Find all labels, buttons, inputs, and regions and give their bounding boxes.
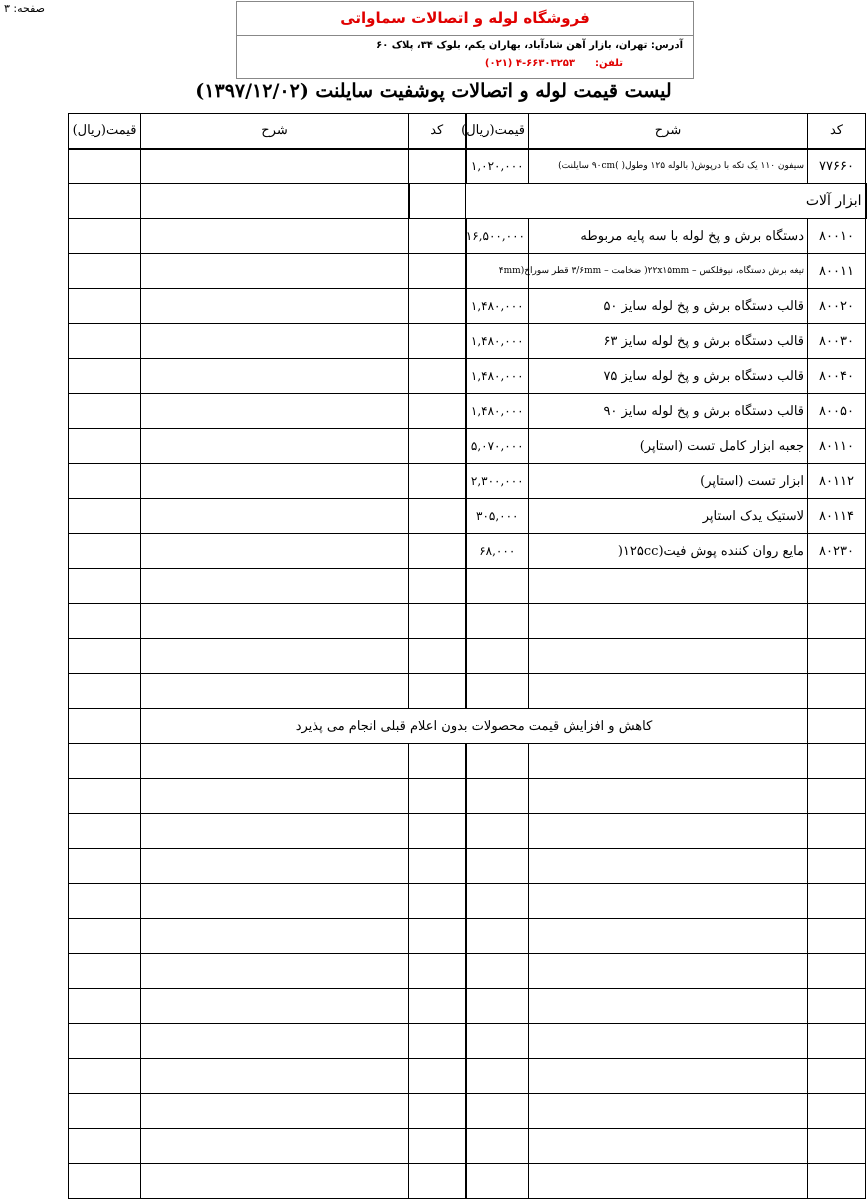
table-cell: [409, 849, 466, 884]
table-cell: [69, 1094, 141, 1129]
table-cell: [69, 1024, 141, 1059]
item-code: ۷۷۶۶۰: [808, 149, 866, 184]
table-cell: [409, 219, 466, 254]
store-phone: [237, 58, 693, 69]
table-row: [69, 814, 866, 849]
item-price: [466, 884, 529, 919]
item-code: ۸۰۱۱۴: [808, 499, 866, 534]
table-cell: [69, 219, 141, 254]
table-cell: [409, 779, 466, 814]
table-cell: [69, 639, 141, 674]
table-cell: [141, 499, 409, 534]
item-description: تیغه برش دستگاه، نیوفلکس – ۲۲x۱۵mm( ضخامت – ۳/۶mm قطر سوراخ(۴mm: [529, 254, 808, 289]
table-cell: [69, 149, 141, 184]
table-row: [69, 569, 866, 604]
table-cell: [141, 324, 409, 359]
item-description: مایع روان کننده پوش فیت(۱۲۵cc(: [529, 534, 808, 569]
item-price: [466, 569, 529, 604]
item-description: [529, 1129, 808, 1164]
table-row: [69, 1024, 866, 1059]
table-cell: [69, 674, 141, 709]
item-price: [466, 919, 529, 954]
item-code: [808, 779, 866, 814]
table-cell: [141, 1024, 409, 1059]
table-cell: [141, 569, 409, 604]
table-cell: [141, 849, 409, 884]
item-code: [808, 1094, 866, 1129]
item-price: ۲,۳۰۰,۰۰۰: [466, 464, 529, 499]
table-row: [69, 604, 866, 639]
table-cell: [409, 499, 466, 534]
item-description: لاستیک یدک استاپر: [529, 499, 808, 534]
item-code: ۸۰۰۱۱: [808, 254, 866, 289]
item-code: ۸۰۱۱۰: [808, 429, 866, 464]
table-cell: [409, 534, 466, 569]
item-price: ۱,۴۸۰,۰۰۰: [466, 324, 529, 359]
table-cell: [141, 1059, 409, 1094]
table-cell: [409, 149, 466, 184]
item-price: [466, 1129, 529, 1164]
table-cell: [141, 149, 409, 184]
table-cell: [141, 639, 409, 674]
table-cell: [409, 884, 466, 919]
table-cell: [409, 569, 466, 604]
table-cell: [409, 324, 466, 359]
column-header-description: شرح: [141, 114, 409, 149]
table-cell: [69, 814, 141, 849]
table-cell: [69, 534, 141, 569]
table-cell: [69, 954, 141, 989]
table-cell: [409, 604, 466, 639]
item-description: [529, 849, 808, 884]
item-description: قالب دستگاه برش و پخ لوله سایز ۶۳: [529, 324, 808, 359]
item-description: دستگاه برش و پخ لوله با سه پایه مربوطه: [529, 219, 808, 254]
column-header-description: شرح: [529, 114, 808, 149]
table-row: [69, 674, 866, 709]
item-description: [529, 919, 808, 954]
item-code: ۸۰۰۳۰: [808, 324, 866, 359]
table-cell: [409, 1094, 466, 1129]
table-cell: [69, 429, 141, 464]
item-price: ۳۰۵,۰۰۰: [466, 499, 529, 534]
table-cell: [409, 1059, 466, 1094]
item-price: [466, 954, 529, 989]
table-row: [69, 954, 866, 989]
table-cell: [69, 254, 141, 289]
table-cell: [69, 1059, 141, 1094]
table-cell: [409, 1129, 466, 1164]
table-cell: [409, 429, 466, 464]
table-cell: [141, 184, 409, 219]
table-cell: [141, 779, 409, 814]
item-code: ۸۰۱۱۲: [808, 464, 866, 499]
page-title: لیست قیمت لوله و اتصالات پوشفیت سایلنت (۱۳۹۷/۱۲/۰۲): [195, 80, 672, 102]
table-cell: [141, 1129, 409, 1164]
table-cell: [409, 1164, 466, 1199]
item-price: [466, 744, 529, 779]
item-price: [466, 1059, 529, 1094]
item-description: [529, 674, 808, 709]
table-row: [69, 464, 866, 499]
table-row: [69, 324, 866, 359]
store-address: آدرس: تهران، بازار آهن شادآباد، بهاران یکم، بلوک ۳۴، پلاک ۶۰: [376, 40, 683, 51]
table-row: [69, 639, 866, 674]
store-header: [236, 1, 694, 79]
table-cell: [69, 989, 141, 1024]
table-row: [69, 1129, 866, 1164]
page-number: صفحه: ۳: [4, 2, 46, 15]
table-row: [69, 184, 866, 219]
item-price: [466, 674, 529, 709]
table-cell: [409, 359, 466, 394]
table-cell: [409, 289, 466, 324]
table-cell: [141, 359, 409, 394]
item-description: قالب دستگاه برش و پخ لوله سایز ۷۵: [529, 359, 808, 394]
item-price: ۱,۰۲۰,۰۰۰: [466, 149, 529, 184]
item-code: [808, 919, 866, 954]
item-description: [529, 604, 808, 639]
table-cell: [409, 674, 466, 709]
table-cell: [69, 919, 141, 954]
item-description: [529, 814, 808, 849]
column-header-price: قیمت(ریال): [466, 114, 529, 149]
item-price: ۱,۴۸۰,۰۰۰: [466, 359, 529, 394]
item-code: [808, 639, 866, 674]
table-cell: [409, 744, 466, 779]
table-cell: [141, 989, 409, 1024]
item-code: [808, 674, 866, 709]
table-cell: [69, 779, 141, 814]
table-cell: [409, 954, 466, 989]
table-cell: [409, 989, 466, 1024]
table-cell: [409, 464, 466, 499]
table-cell: [69, 1129, 141, 1164]
item-price: ۱۶,۵۰۰,۰۰۰: [466, 219, 529, 254]
item-code: ۸۰۰۲۰: [808, 289, 866, 324]
table-cell: [69, 1164, 141, 1199]
table-cell: [409, 394, 466, 429]
table-row: [69, 989, 866, 1024]
table-row: [69, 219, 866, 254]
item-price: [466, 814, 529, 849]
item-description: [529, 884, 808, 919]
table-cell: [141, 289, 409, 324]
table-cell: [69, 604, 141, 639]
item-description: قالب دستگاه برش و پخ لوله سایز ۵۰: [529, 289, 808, 324]
price-list-table: [68, 113, 867, 1199]
item-price: [466, 1024, 529, 1059]
item-price: [466, 849, 529, 884]
table-cell: [69, 709, 141, 744]
table-cell: [141, 219, 409, 254]
table-cell: [141, 394, 409, 429]
table-cell: [141, 674, 409, 709]
item-price: ۵,۰۷۰,۰۰۰: [466, 429, 529, 464]
table-row: [69, 744, 866, 779]
table-cell: [69, 324, 141, 359]
item-price: [466, 989, 529, 1024]
store-name: فروشگاه لوله و اتصالات سماواتی: [237, 2, 693, 36]
table-cell: [141, 814, 409, 849]
item-code: [808, 604, 866, 639]
table-cell: [69, 184, 141, 219]
table-cell: [409, 639, 466, 674]
item-price: [466, 1164, 529, 1199]
item-description: جعبه ابزار کامل تست (استاپر): [529, 429, 808, 464]
item-description: [529, 569, 808, 604]
table-row: [69, 1094, 866, 1129]
item-code: [808, 569, 866, 604]
item-price: [466, 639, 529, 674]
table-cell: [69, 744, 141, 779]
table-cell: [69, 289, 141, 324]
table-row: [69, 429, 866, 464]
table-row: [69, 919, 866, 954]
table-row: [69, 884, 866, 919]
item-price: ۱,۴۸۰,۰۰۰: [466, 289, 529, 324]
phone-label: تلفن:: [594, 58, 623, 69]
table-cell: [141, 604, 409, 639]
table-row: [69, 499, 866, 534]
table-cell: [141, 464, 409, 499]
item-code: [808, 954, 866, 989]
item-description: [529, 1059, 808, 1094]
table-cell: [69, 884, 141, 919]
item-code: [808, 884, 866, 919]
item-price: ۶۸,۰۰۰: [466, 534, 529, 569]
table-row: [69, 359, 866, 394]
table-cell: [69, 359, 141, 394]
item-code: ۸۰۰۵۰: [808, 394, 866, 429]
table-cell: [69, 569, 141, 604]
item-code: [808, 1059, 866, 1094]
price-change-notice: کاهش و افزایش قیمت محصولات بدون اعلام قبلی انجام می پذیرد: [141, 709, 808, 744]
item-price: ۱,۴۸۰,۰۰۰: [466, 394, 529, 429]
table-cell: [69, 464, 141, 499]
table-cell: [141, 254, 409, 289]
item-description: ابزار تست (استاپر): [529, 464, 808, 499]
item-code: [808, 849, 866, 884]
item-code: ۸۰۰۱۰: [808, 219, 866, 254]
table-cell: [141, 534, 409, 569]
item-price: [466, 779, 529, 814]
table-cell: [141, 429, 409, 464]
table-row: [69, 709, 866, 744]
item-price: [466, 1094, 529, 1129]
item-description: [529, 639, 808, 674]
item-code: ۸۰۰۴۰: [808, 359, 866, 394]
table-cell: [141, 744, 409, 779]
table-cell: [409, 184, 466, 219]
table-row: [69, 1164, 866, 1199]
table-cell: [69, 394, 141, 429]
table-cell: [409, 1024, 466, 1059]
table-cell: [69, 849, 141, 884]
phone-number: ۴-۶۶۳۰۳۲۵۳ (۰۲۱): [484, 58, 575, 69]
table-cell: [409, 814, 466, 849]
table-row: [69, 1059, 866, 1094]
table-row: [69, 394, 866, 429]
column-header-code: کد: [808, 114, 866, 149]
table-row: [69, 849, 866, 884]
item-description: [529, 1024, 808, 1059]
table-body: [69, 149, 866, 1199]
item-code: [808, 744, 866, 779]
item-description: قالب دستگاه برش و پخ لوله سایز ۹۰: [529, 394, 808, 429]
item-description: [529, 744, 808, 779]
column-header-price: قیمت(ریال): [69, 114, 141, 149]
column-header-code: کد: [409, 114, 466, 149]
table-row: [69, 534, 866, 569]
table-cell: [141, 954, 409, 989]
item-code: [808, 814, 866, 849]
table-row: [69, 254, 866, 289]
section-heading: ابزار آلات: [466, 184, 866, 219]
table-cell: [141, 884, 409, 919]
item-description: [529, 779, 808, 814]
table-cell: [141, 1094, 409, 1129]
item-price: [466, 604, 529, 639]
item-description: سیفون ۱۱۰ یک تکه با درپوش( بالوله ۱۲۵ وطول( )۹۰cm سایلنت): [529, 149, 808, 184]
table-cell: [409, 919, 466, 954]
table-header-row: [69, 114, 866, 149]
item-description: [529, 954, 808, 989]
item-code: ۸۰۲۳۰: [808, 534, 866, 569]
table-row: [69, 289, 866, 324]
table-row: [69, 779, 866, 814]
table-cell: [141, 919, 409, 954]
item-code: [808, 1024, 866, 1059]
item-description: [529, 989, 808, 1024]
item-description: [529, 1094, 808, 1129]
item-code: [808, 1129, 866, 1164]
table-cell: [69, 499, 141, 534]
table-cell: [141, 1164, 409, 1199]
item-code: [808, 989, 866, 1024]
item-description: [529, 1164, 808, 1199]
table-cell: [808, 709, 866, 744]
item-code: [808, 1164, 866, 1199]
table-cell: [409, 254, 466, 289]
table-row: [69, 149, 866, 184]
